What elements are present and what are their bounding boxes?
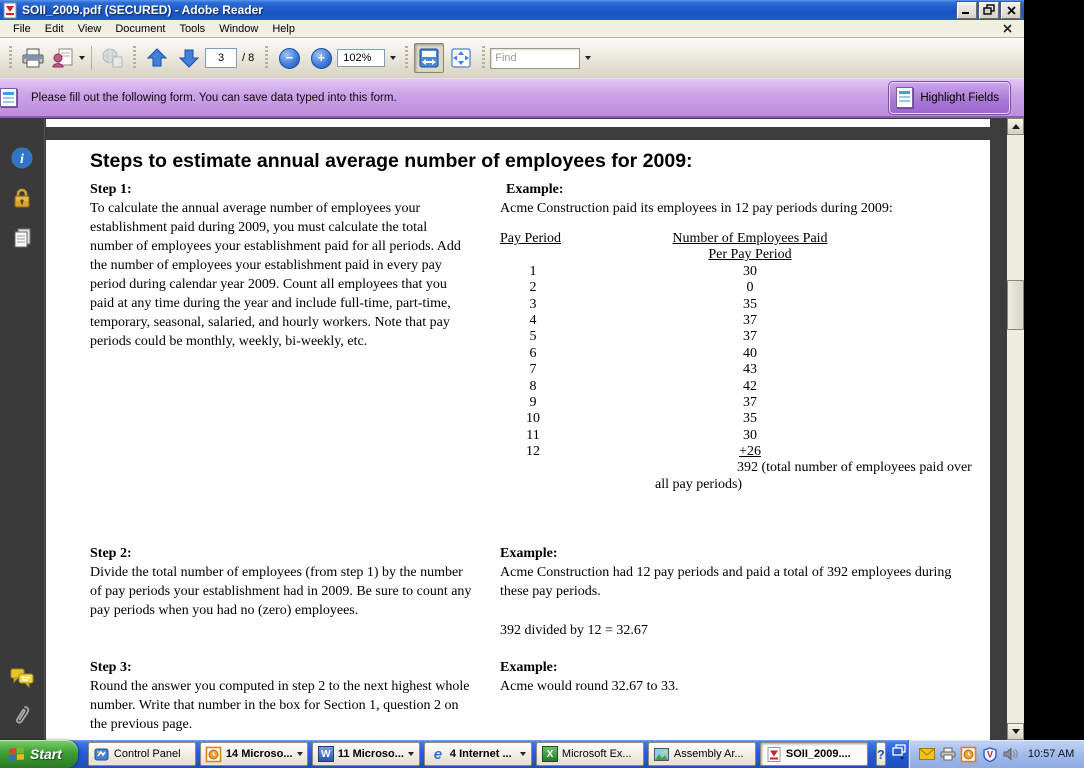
step2-block xyxy=(90,544,475,620)
scroll-up-button[interactable] xyxy=(1007,118,1024,135)
page-total-label: / 8 xyxy=(242,52,255,64)
scroll-down-button[interactable] xyxy=(1007,723,1024,740)
example2-block xyxy=(500,544,980,640)
internet-explorer-icon: e xyxy=(433,745,443,763)
menu-window[interactable]: Window xyxy=(219,22,259,35)
document-area xyxy=(0,118,1024,740)
restore-icon xyxy=(984,5,995,15)
menu-file[interactable]: File xyxy=(13,22,31,35)
step1-title: Step 1: xyxy=(90,182,132,197)
menu-view[interactable]: View xyxy=(77,22,102,35)
printer-tray-icon[interactable] xyxy=(940,746,956,762)
taskbar-item-excel[interactable]: X Microsoft Ex... xyxy=(536,742,644,766)
svg-text:V: V xyxy=(986,749,993,759)
table-row: 2 0 xyxy=(529,280,754,296)
minimize-icon xyxy=(962,6,972,15)
scrolling-mode-button[interactable] xyxy=(414,43,444,73)
previous-page-bottom-edge xyxy=(46,119,990,127)
up-arrow-icon xyxy=(1012,124,1020,129)
example1-title: Example: xyxy=(506,182,564,197)
comments-icon xyxy=(9,667,35,689)
fit-page-icon xyxy=(449,47,473,69)
example3-title: Example: xyxy=(500,660,558,675)
previous-page-button[interactable] xyxy=(142,43,172,73)
clock-tray-icon[interactable] xyxy=(961,746,977,762)
toolbar-grip xyxy=(405,46,408,70)
form-icon xyxy=(0,88,17,107)
scrollbar-thumb[interactable] xyxy=(1007,280,1024,330)
form-message: Please fill out the following form. You can save data typed into this form. xyxy=(31,91,397,104)
pages-panel-button[interactable] xyxy=(8,224,36,252)
pdf-app-icon xyxy=(3,3,18,18)
taskbar-group-word[interactable]: W 11 Microso... xyxy=(312,742,420,766)
fit-width-icon xyxy=(417,47,441,69)
table-row: 12 +26 xyxy=(526,444,761,460)
find-input[interactable] xyxy=(490,48,580,69)
help-tray-button[interactable] xyxy=(876,742,886,766)
example2-body: Acme Construction had 12 pay periods and paid a total of 392 employees during these pay periods. xyxy=(500,565,952,599)
table-row: 5 37 xyxy=(529,329,757,345)
table-row: 10 35 xyxy=(526,411,757,427)
step3-block xyxy=(90,658,475,734)
highlight-fields-icon xyxy=(896,87,913,108)
table-header-pay-period: Pay Period xyxy=(500,231,562,246)
toolbar-grip xyxy=(133,46,136,70)
example1-block xyxy=(500,180,995,493)
taskbar-item-assembly[interactable]: Assembly Ar... xyxy=(648,742,756,766)
zoom-level-display[interactable]: 102% xyxy=(337,49,385,67)
example2-calc: 392 divided by 12 = 32.67 xyxy=(500,623,648,638)
menu-edit[interactable]: Edit xyxy=(44,22,64,35)
zoom-dropdown-button[interactable] xyxy=(385,48,400,68)
table-row: 7 43 xyxy=(529,362,757,378)
find-dropdown-button[interactable] xyxy=(580,48,595,68)
document-info-button[interactable] xyxy=(8,144,36,172)
restore-button[interactable] xyxy=(979,2,999,19)
dropdown-arrow-icon xyxy=(297,752,303,756)
printer-icon xyxy=(21,47,45,69)
system-tray xyxy=(908,740,1084,768)
step2-body: Divide the total number of employees (from step 1) by the number of pay periods your establishment had in 2009. Be sure to count any pay periods when you had no (zero) employees. xyxy=(90,565,472,618)
taskbar-item-control-panel[interactable]: Control Panel xyxy=(88,742,196,766)
step3-title: Step 3: xyxy=(90,660,132,675)
volume-icon[interactable] xyxy=(1003,746,1019,762)
menu-help[interactable]: Help xyxy=(272,22,295,35)
menubar xyxy=(0,20,1024,38)
step1-block xyxy=(90,180,470,351)
pay-period-table xyxy=(500,231,995,493)
example2-title: Example: xyxy=(500,546,558,561)
close-icon xyxy=(1003,24,1012,33)
start-label: Start xyxy=(30,746,62,762)
mail-tray-icon[interactable] xyxy=(919,746,935,762)
table-header-employees: Number of Employees Paid xyxy=(672,231,828,246)
taskbar-item-soii-pdf[interactable]: SOII_2009.... xyxy=(760,742,868,766)
dropdown-arrow-icon xyxy=(408,752,414,756)
question-mark-icon: ? xyxy=(876,746,885,762)
next-page-button[interactable] xyxy=(174,43,204,73)
menu-document[interactable]: Document xyxy=(115,22,166,35)
pages-icon xyxy=(10,226,34,250)
down-arrow-icon xyxy=(178,47,200,69)
cascade-windows-button[interactable] xyxy=(892,744,906,765)
antivirus-shield-icon[interactable] xyxy=(982,746,998,762)
table-header-per-period: Per Pay Period xyxy=(708,247,792,263)
close-button[interactable] xyxy=(1001,2,1021,19)
form-message-bar xyxy=(0,78,1024,118)
table-row: 3 35 xyxy=(529,296,757,312)
email-attachment-icon xyxy=(51,47,75,69)
example3-body: Acme would round 32.67 to 33. xyxy=(500,679,679,694)
security-button[interactable] xyxy=(8,184,36,212)
step3-body: Round the answer you computed in step 2 to the next highest whole number. Write that number in the box for Section 1, question 2 on the previous page. xyxy=(90,679,470,732)
dropdown-arrow-icon xyxy=(585,56,591,60)
table-row: 1 30 xyxy=(529,263,757,279)
table-row: 9 37 xyxy=(529,394,757,410)
table-row: 6 40 xyxy=(529,345,757,361)
menu-tools[interactable]: Tools xyxy=(179,22,206,35)
step2-title: Step 2: xyxy=(90,546,132,561)
table-total-line1: 392 (total number of employees paid over xyxy=(737,460,972,476)
attachments-panel-button[interactable] xyxy=(8,702,36,730)
svg-text:i: i xyxy=(20,152,24,167)
example3-block xyxy=(500,658,980,696)
pdf-icon xyxy=(766,746,782,762)
vertical-scrollbar[interactable] xyxy=(1007,118,1024,740)
down-arrow-icon xyxy=(1012,729,1020,734)
toolbar-grip xyxy=(265,46,268,70)
window-title: SOII_2009.pdf (SECURED) - Adobe Reader xyxy=(22,3,263,17)
picture-icon xyxy=(654,746,670,762)
windows-flag-icon xyxy=(8,746,25,762)
zoom-out-button[interactable] xyxy=(274,43,304,73)
table-row: 4 37 xyxy=(529,312,757,328)
table-row: 8 42 xyxy=(529,378,757,394)
taskbar-group-internet-explorer[interactable]: e 4 Internet ... xyxy=(424,742,532,766)
dropdown-arrow-icon xyxy=(390,56,396,60)
control-panel-icon xyxy=(94,746,110,762)
word-icon: W xyxy=(318,746,334,762)
globe-document-icon xyxy=(100,47,124,69)
toolbar xyxy=(0,38,1024,78)
clock-app-icon xyxy=(206,746,222,762)
info-icon xyxy=(10,146,34,170)
taskbar-group-office[interactable]: 14 Microso... xyxy=(200,742,308,766)
close-icon xyxy=(1007,6,1016,15)
taskbar xyxy=(0,740,1075,768)
collaborate-button-disabled xyxy=(97,43,127,73)
up-arrow-icon xyxy=(146,47,168,69)
cascade-windows-icon xyxy=(892,744,906,760)
titlebar xyxy=(0,0,1024,20)
tray-clock[interactable]: 10:57 AM xyxy=(1027,748,1075,760)
toolbar-grip xyxy=(482,46,485,70)
separator xyxy=(91,46,92,70)
page-number-input[interactable] xyxy=(205,48,237,68)
excel-icon: X xyxy=(542,746,558,762)
start-button[interactable] xyxy=(0,740,78,768)
close-document-button[interactable] xyxy=(1003,20,1012,38)
plus-icon: + xyxy=(311,48,332,69)
dropdown-arrow-icon xyxy=(79,56,85,60)
dropdown-arrow-icon xyxy=(520,752,526,756)
comments-panel-button[interactable] xyxy=(8,664,36,692)
table-total-line2: all pay periods) xyxy=(655,476,743,492)
navigation-sidebar xyxy=(0,118,45,740)
highlight-fields-label: Highlight Fields xyxy=(920,91,999,104)
example1-body: Acme Construction paid its employees in 12 pay periods during 2009: xyxy=(500,201,893,216)
toolbar-grip xyxy=(9,46,12,70)
minimize-button[interactable] xyxy=(957,2,977,19)
pdf-page xyxy=(46,140,990,740)
email-button[interactable] xyxy=(50,43,86,73)
minus-icon: − xyxy=(279,48,300,69)
fit-page-button[interactable] xyxy=(446,43,476,73)
zoom-in-button[interactable] xyxy=(306,43,336,73)
step1-body: To calculate the annual average number of employees your establishment paid during 2009, you must calculate the total number of employees your establishment paid for all periods. Add the number of employees your establishment paid in every pay period during calendar year 2009. Count all employees that you paid at any time during the year and include full-time, part-time, temporary, seasonal, salaried, and hourly workers. Note that pay periods could be monthly, weekly, bi-weekly, etc. xyxy=(90,201,461,349)
paperclip-icon xyxy=(11,704,33,728)
print-button[interactable] xyxy=(18,43,48,73)
table-row: 11 30 xyxy=(526,427,757,443)
highlight-fields-button[interactable] xyxy=(889,82,1010,114)
lock-icon xyxy=(10,186,34,210)
doc-heading: Steps to estimate annual average number of employees for 2009: xyxy=(90,150,693,172)
